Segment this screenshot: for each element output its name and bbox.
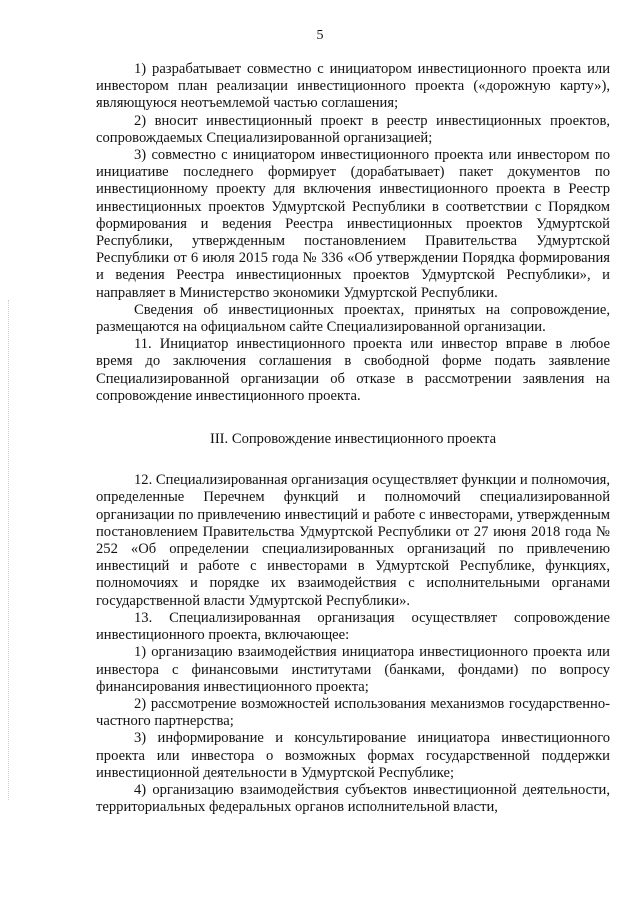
- paragraph-item-3: 3) совместно с инициатором инвестиционного проекта или инвестором по инициативе последнего формирует (дорабатывает) пакет документов по инвестиционному проекту для включения инвестиционного проекта в Реестр инвестиционных проектов Удмуртской Республики в соответствии с Порядком формирования и ведения Реестра инвестиционных проектов Удмуртской Республики, утвержденным постановлением Правительства Удмуртской Республики от 6 июля 2015 года № 336 «Об утверждении Порядка формирования и ведения Реестра инвестиционных проектов Удмуртской Республики», и направляет в Министерство экономики Удмуртской Республики.: [96, 147, 610, 301]
- document-body: [96, 61, 610, 816]
- paragraph-subitem-2: 2) рассмотрение возможностей использования механизмов государственно-частного партнерства;: [96, 695, 610, 730]
- paragraph-subitem-3: 3) информирование и консультирование инициатора инвестиционного проекта или инвестора о возможных формах государственной поддержки инвестиционной деятельности в Удмуртской Республике;: [96, 730, 610, 781]
- paragraph-item-1: 1) разрабатывает совместно с инициатором инвестиционного проекта или инвестором план реализации инвестиционного проекта («дорожную карту»), являющуюся неотъемлемой частью соглашения;: [96, 61, 610, 112]
- paragraph-subitem-1: 1) организацию взаимодействия инициатора инвестиционного проекта или инвестора с финансовыми институтами (банками, фондами) по вопросу финансирования инвестиционного проекта;: [96, 644, 610, 695]
- page-number: 5: [316, 28, 324, 43]
- paragraph-info-published: Сведения об инвестиционных проектах, принятых на сопровождение, размещаются на официальном сайте Специализированной организации.: [96, 301, 610, 336]
- paragraph-clause-11: 11. Инициатор инвестиционного проекта или инвестор вправе в любое время до заключения соглашения в свободной форме подать заявление Специализированной организации об отказе в рассмотрении заявления на сопровождение инвестиционного проекта.: [96, 336, 610, 404]
- scan-edge-marks: [8, 300, 11, 800]
- paragraph-clause-12: 12. Специализированная организация осуществляет функции и полномочия, определенные Перечнем функций и полномочий специализированной организации по привлечению инвестиций и работе с инвесторами, утвержденным постановлением Правительства Удмуртской Республики от 27 июня 2018 года № 252 «Об определении специализированных организаций по привлечению инвестиций и работе с инвесторами в Удмуртской Республике, функциях, полномочиях и порядке их взаимодействия с исполнительными органами государственной власти Удмуртской Республики».: [96, 472, 610, 609]
- paragraph-subitem-4: 4) организацию взаимодействия субъектов инвестиционной деятельности, территориальных федеральных органов исполнительной власти,: [96, 781, 610, 816]
- section-title: III. Сопровождение инвестиционного проекта: [209, 431, 497, 448]
- paragraph-item-2: 2) вносит инвестиционный проект в реестр инвестиционных проектов, сопровождаемых Специализированной организацией;: [96, 112, 610, 146]
- paragraph-clause-13: 13. Специализированная организация осуществляет сопровождение инвестиционного проекта, включающее:: [96, 609, 610, 644]
